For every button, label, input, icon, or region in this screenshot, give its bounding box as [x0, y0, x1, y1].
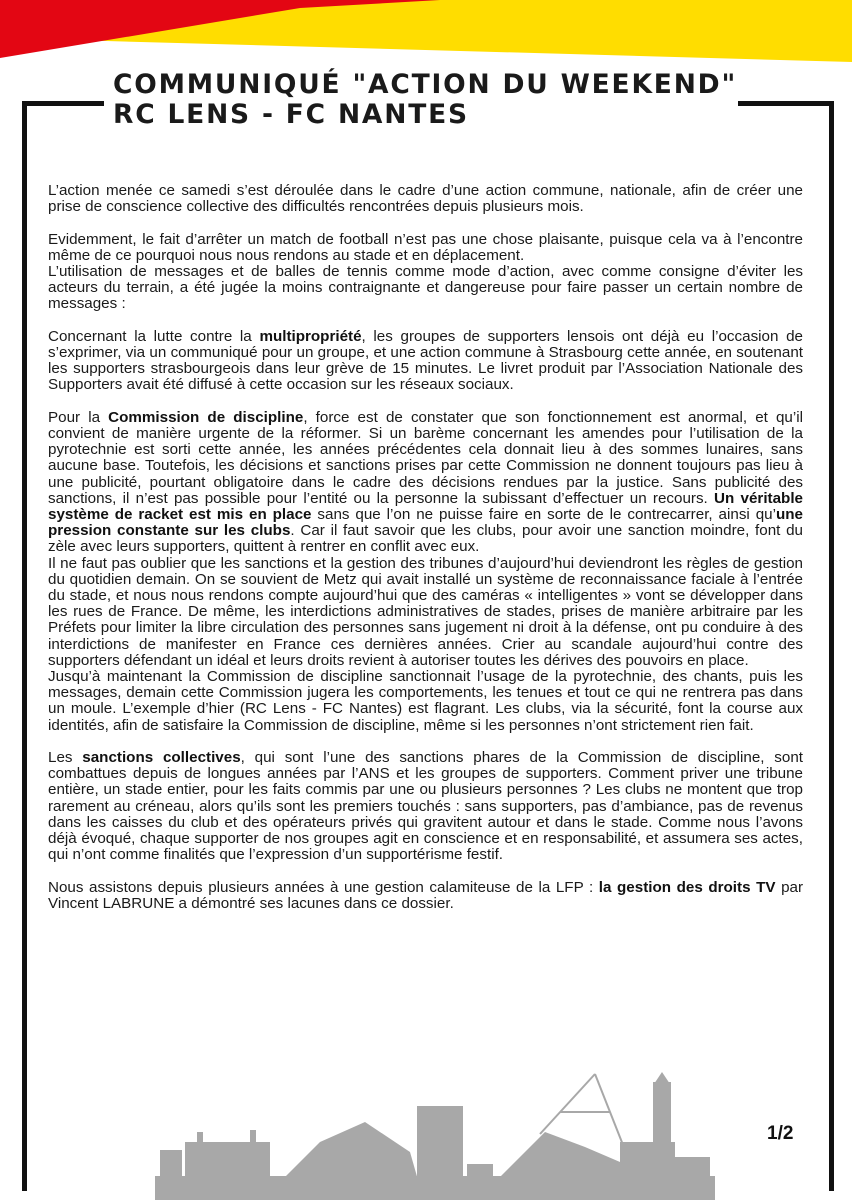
text-run: L’utilisation de messages et de balles de tennis comme mode d’action, avec comme consigne d’éviter les acteurs du terrain, a été jugée la moins contraignante et dangereuse pour faire passer un certain nombre de messages :	[48, 263, 803, 313]
text-run: Pour la	[48, 408, 109, 426]
bold-emphasis: multipropriété	[259, 327, 362, 345]
bold-emphasis: Commission de discipline	[108, 408, 304, 426]
top-color-band	[0, 0, 852, 62]
bold-emphasis: la gestion des droits TV	[598, 878, 776, 896]
text-run: . Car il faut savoir que les clubs, pour avoir une sanction moindre, font du zèle avec leurs supporters, quittent à rentrer en conflit avec eux.	[48, 522, 803, 556]
document-title	[113, 69, 738, 130]
bold-emphasis: une pression constante sur les clubs	[48, 506, 803, 540]
text-run: L’action menée ce samedi s’est déroulée dans le cadre d’une action commune, nationale, afin de créer une prise de conscience collective des difficultés rencontrées depuis plusieurs mois.	[48, 182, 803, 216]
city-skyline-illustration	[155, 1072, 715, 1200]
frame-top-right	[738, 101, 834, 106]
body-paragraph	[48, 556, 803, 669]
title-line-2: RC LENS - FC NANTES	[113, 99, 469, 130]
body-paragraph	[48, 329, 803, 394]
body-paragraph	[48, 669, 803, 734]
body-paragraph	[48, 750, 803, 863]
text-run: Les	[48, 749, 83, 767]
frame-left	[22, 101, 27, 1191]
text-run: , les groupes de supporters lensois ont déjà eu l’occasion de s’exprimer, via un communiqué pour un groupe, et une action commune à Strasbourg cette année, en soutenant les supporters strasbourgeois dans leur grève de 15 minutes. Le livret produit par l’Association Nationale des Supporters avait été diffusé à cette occasion sur les réseaux sociaux.	[48, 327, 803, 394]
body-paragraph	[48, 264, 803, 313]
text-run: Evidemment, le fait d’arrêter un match de football n’est pas une chose plaisante, puisque cela va à l’encontre même de ce pourquoi nous nous rendons au stade et en déplacement.	[48, 230, 803, 264]
body-paragraph	[48, 183, 803, 215]
body-paragraph	[48, 880, 803, 912]
text-run: Nous assistons depuis plusieurs années à une gestion calamiteuse de la LFP :	[48, 878, 599, 896]
text-run: , qui sont l’une des sanctions phares de la Commission de discipline, sont combattues depuis de longues années par l’ANS et les groupes de supporters. Comment priver une tribune entière, un stade entier, pour les faits commis par une ou plusieurs personnes ? Les clubs ne montent que trop rarement au créneau, alors qu’ils sont les premiers touchés : sans supporters, pas d’ambiance, pas de revenus dans les caisses du club et des opérateurs privés qui gravitent autour et dans le stade. Comme nous l’avons déjà évoqué, chaque supporter de nos groupes agit en conscience et en responsabilité, et assumera ses actes, qui n’ont comme finalités que l’expression d’un supportérisme festif.	[48, 749, 803, 864]
title-line-1: COMMUNIQUÉ "ACTION DU WEEKEND"	[113, 69, 738, 100]
text-run: , force est de constater que son fonctionnement est anormal, et qu’il convient de manière urgente de la réformer. Si un barème concernant les amendes pour l’utilisation de la pyrotechnie est sorti cette année, les années précédentes cela donnait lieu à des sommes lunaires, sans aucune base. Toutefois, les décisions et sanctions prises par cette Commission ne donnent toujours pas lieu à une publicité, pourtant obligatoire dans le cadre des décisions rendues par la justice. Sans publicité des sanctions, il n’est pas possible pour l’entité ou la personne la subissant d’effectuer un recours.	[48, 408, 804, 507]
page-number: 1/2	[767, 1123, 794, 1144]
body-paragraph	[48, 410, 803, 556]
text-run: par Vincent LABRUNE a démontré ses lacunes dans ce dossier.	[48, 878, 804, 912]
frame-right	[829, 101, 834, 1191]
text-run: Concernant la lutte contre la	[48, 327, 260, 345]
body-paragraph	[48, 232, 803, 264]
frame-top-left	[22, 101, 104, 106]
text-run: Il ne faut pas oublier que les sanctions et la gestion des tribunes d’aujourd’hui deviendront les règles de gestion du quotidien demain. On se souvient de Metz qui avait installé un système de reconnaissance faciale à l’entrée du stade, et nous nous rendons compte aujourd’hui que des caméras « intelligentes » vont se développer dans les rues de France. De même, les interdictions administratives de stades, prises de manière arbitraire par les Préfets pour limiter la libre circulation des personnes sans jugement ni droit à la défense, ont pu conduire à des interdictions de manifester en France ces dernières années. Crier au scandale aujourd’hui contre des supporters défendant un idéal et leurs droits revient à autoriser toutes les dérives des pouvoirs en place.	[48, 554, 803, 669]
text-run: sans que l’on ne puisse faire en sorte de le contrecarrer, ainsi qu’	[311, 506, 776, 524]
bold-emphasis: sanctions collectives	[82, 749, 241, 767]
communique-body	[48, 183, 803, 928]
bold-emphasis: Un véritable système de racket est mis en place	[48, 489, 804, 524]
text-run: Jusqu’à maintenant la Commission de discipline sanctionnait l’usage de la pyrotechnie, des chants, puis les messages, demain cette Commission jugera les comportements, les tenues et tout ce qui ne rentrera pas dans un moule. L’exemple d’hier (RC Lens - FC Nantes) est flagrant. Les clubs, via la sécurité, font la course aux identités, afin de satisfaire la Commission de discipline, même si les personnes n’ont strictement rien fait.	[48, 668, 803, 734]
